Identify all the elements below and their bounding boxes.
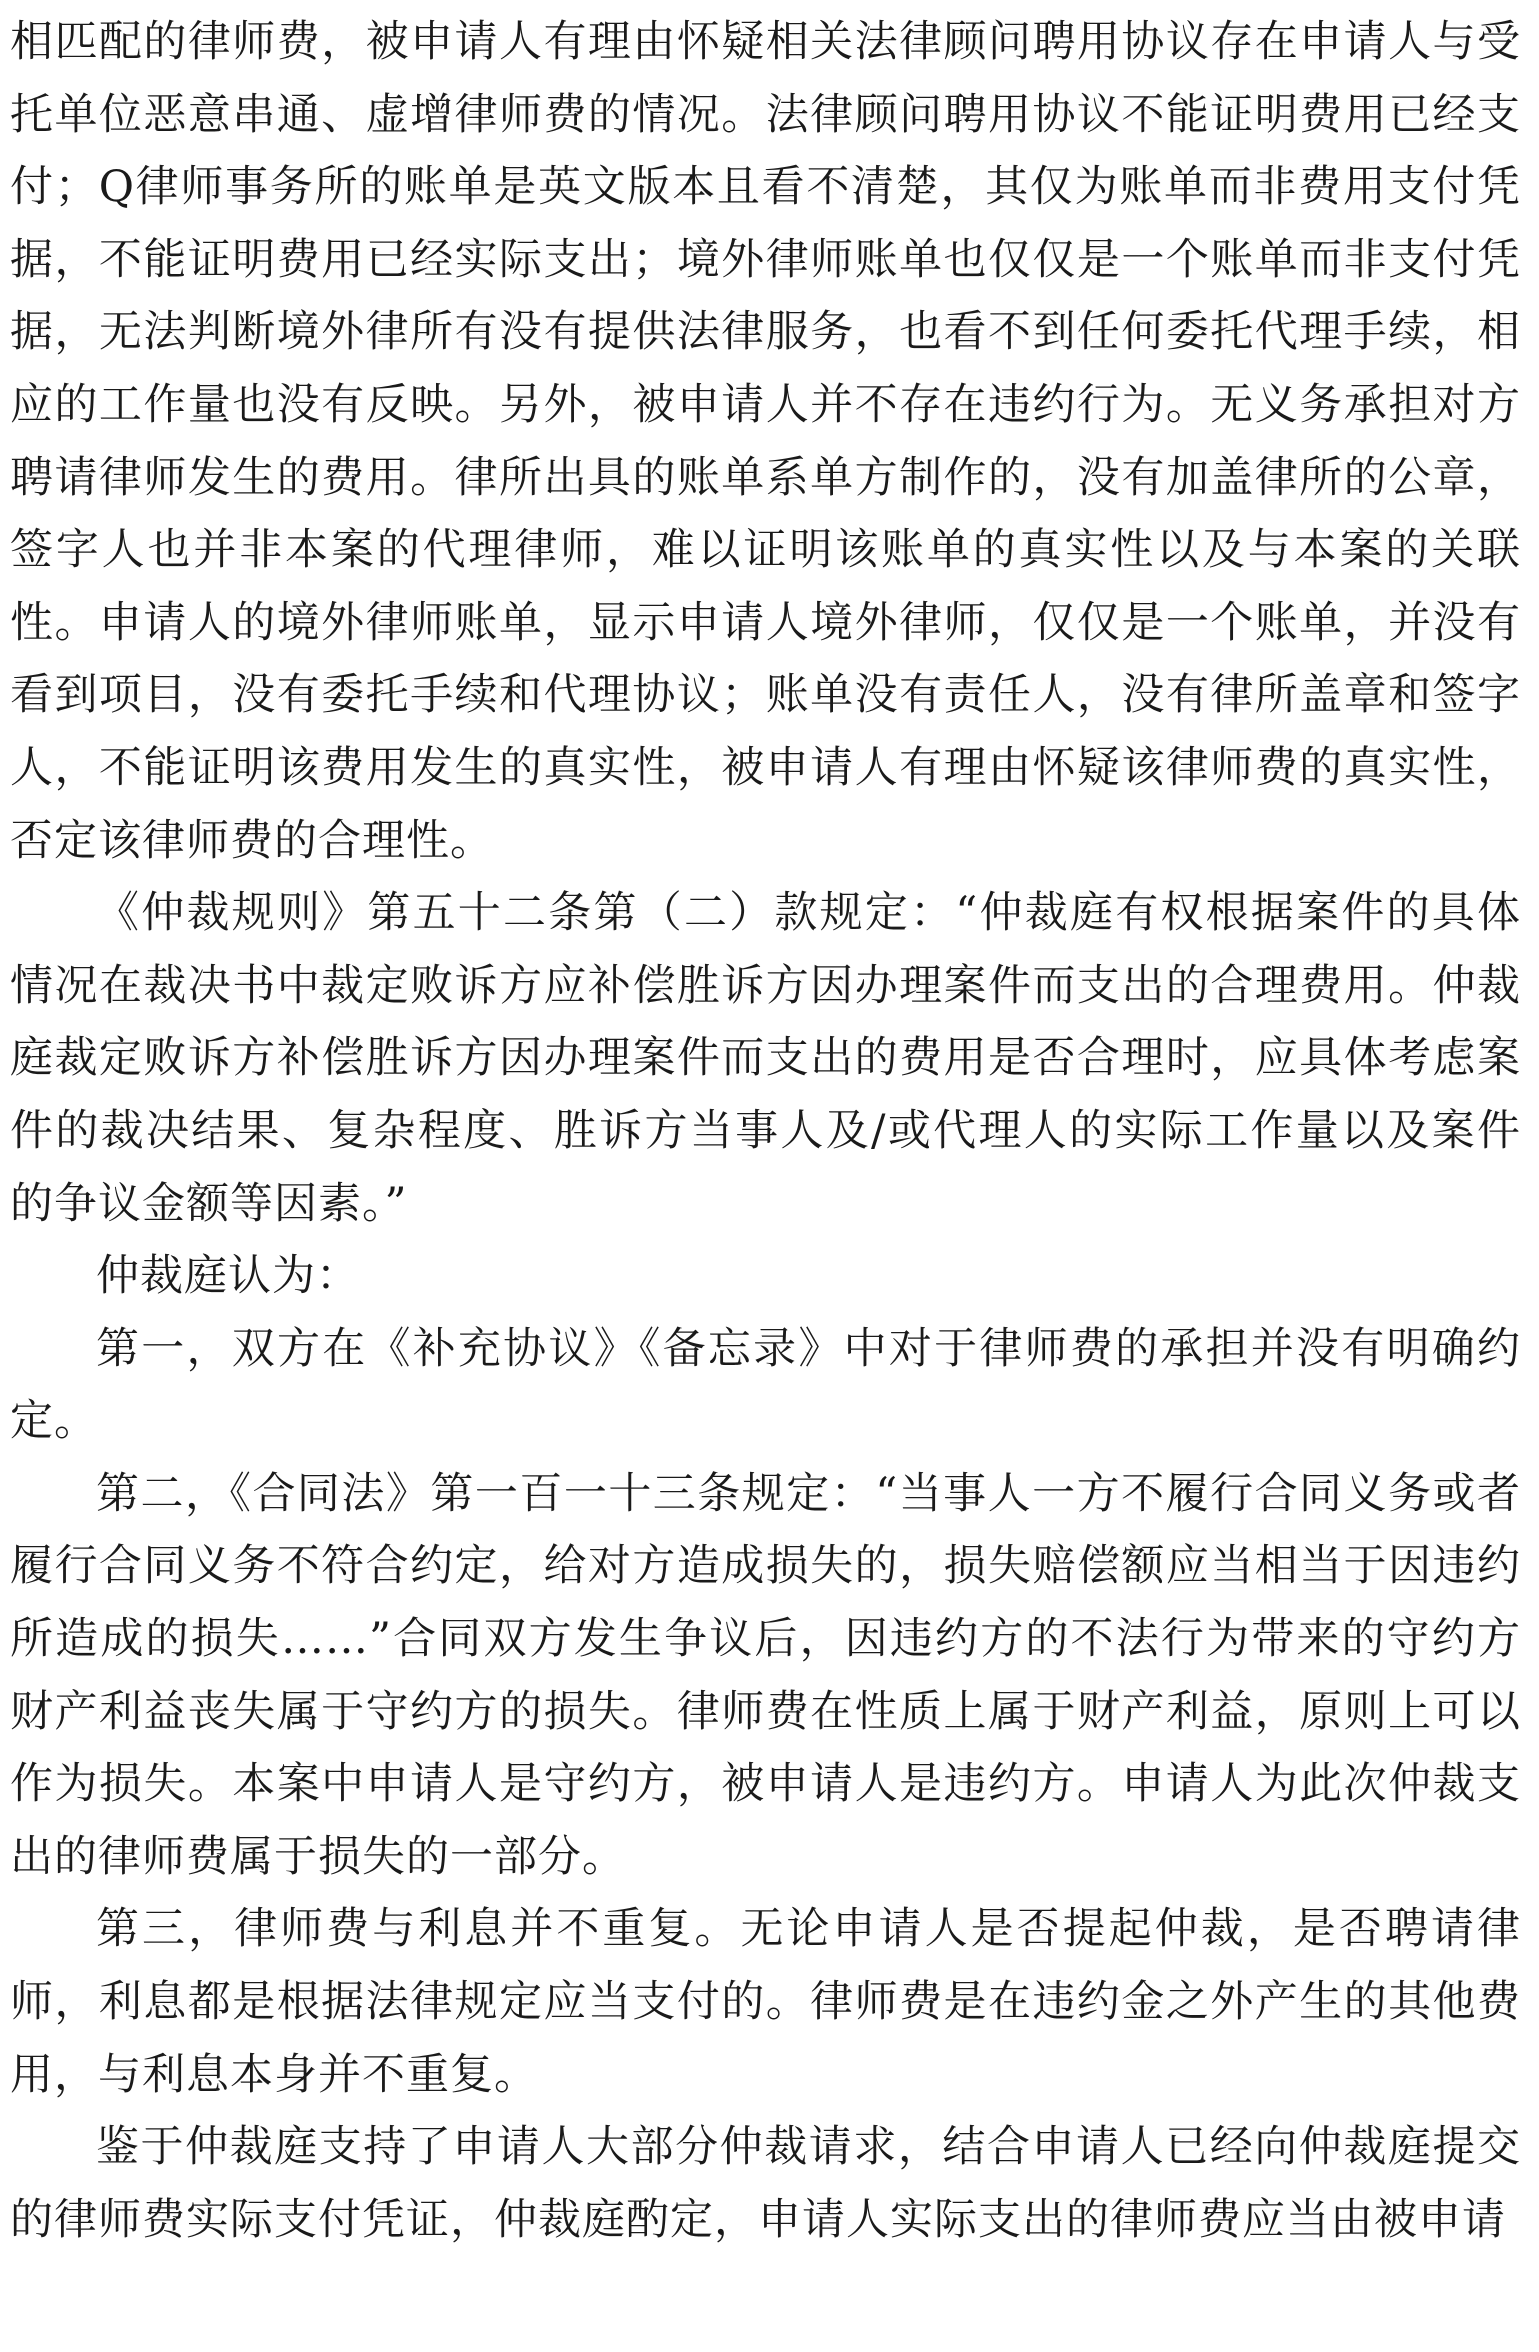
paragraph-respondent-objection: 相匹配的律师费，被申请人有理由怀疑相关法律顾问聘用协议存在申请人与受托单位恶意串通、虚增律师费的情况。法律顾问聘用协议不能证明费用已经支付；Q律师事务所的账单是英文版本且看不清楚，其仅为账单而非费用支付凭据，不能证明费用已经实际支出；境外律师账单也仅仅是一个账单而非支付凭据，无法判断境外律所有没有提供法律服务，也看不到任何委托代理手续，相应的工作量也没有反映。另外，被申请人并不存在违约行为。无义务承担对方聘请律师发生的费用。律所出具的账单系单方制作的，没有加盖律所的公章，签字人也并非本案的代理律师，难以证明该账单的真实性以及与本案的关联性。申请人的境外律师账单，显示申请人境外律师，仅仅是一个账单，并没有看到项目，没有委托手续和代理协议；账单没有责任人，没有律所盖章和签字人，不能证明该费用发生的真实性，被申请人有理由怀疑该律师费的真实性，否定该律师费的合理性。: [10, 17, 1521, 866]
paragraph-conclusion: 鉴于仲裁庭支持了申请人大部分仲裁请求，结合申请人已经向仲裁庭提交的律师费实际支付凭证，仲裁庭酌定，申请人实际支出的律师费应当由被申请: [10, 2122, 1521, 2245]
paragraph-point-three: 第三，律师费与利息并不重复。无论申请人是否提起仲裁，是否聘请律师，利息都是根据法律规定应当支付的。律师费是在违约金之外产生的其他费用，与利息本身并不重复。: [10, 1904, 1521, 2100]
paragraph-tribunal-opinion-heading: 仲裁庭认为：: [96, 1251, 360, 1302]
paragraph-point-one: 第一，双方在《补充协议》《备忘录》中对于律师费的承担并没有明确约定。: [10, 1323, 1521, 1447]
paragraph-arbitration-rules: 《仲裁规则》第五十二条第（二）款规定：“仲裁庭有权根据案件的具体情况在裁决书中裁定败诉方应补偿胜诉方因办理案件而支出的合理费用。仲裁庭裁定败诉方补偿胜诉方因办理案件而支出的费用是否合理时，应具体考虑案件的裁决结果、复杂程度、胜诉方当事人及/或代理人的实际工作量以及案件的争议金额等因素。”: [10, 888, 1521, 1229]
paragraph-point-two: 第二，《合同法》第一百一十三条规定：“当事人一方不履行合同义务或者履行合同义务不符合约定，给对方造成损失的，损失赔偿额应当相当于因违约所造成的损失……”合同双方发生争议后，因违约方的不法行为带来的守约方财产利益丧失属于守约方的损失。律师费在性质上属于财产利益，原则上可以作为损失。本案中申请人是守约方，被申请人是违约方。申请人为此次仲裁支出的律师费属于损失的一部分。: [10, 1468, 1521, 1882]
